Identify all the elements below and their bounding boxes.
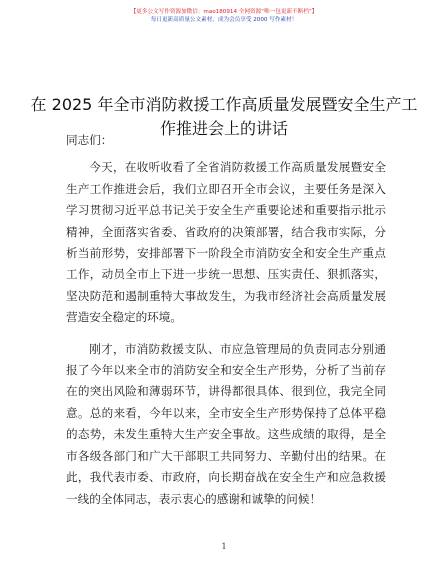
paragraph: 刚才，市消防救援支队、市应急管理局的负责同志分别通报了今年以来全市的消防安全和安全生产形势，分析了当前存在的突出风险和薄弱环节，讲得都很具体、很到位，我完全同意。总的来看，今年以来，全市安全生产形势保持了总体平稳的态势，未发生重特大生产安全事故。这些成绩的取得，是全市各级各部门和广大干部职工共同努力、辛勤付出的结果。在此，我代表市委、市政府，向长期奋战在安全生产和应急救援一线的全体同志，表示衷心的感谢和诚挚的问候！ — [66, 341, 386, 506]
promo-line-1: 【更多公文写作资源加微信：mao180914 全网资源“唯一包更新不断档”】 — [130, 9, 318, 15]
paragraph: 今天，在收听收看了全省消防救援工作高质量发展暨安全生产工作推进会后，我们立即召开全市会议，主要任务是深入学习贯彻习近平总书记关于安全生产重要论述和重要指示批示精神，全面落实省委、省政府的决策部署，结合我市实际，分析当前形势，安排部署下一阶段全市消防安全和安全生产重点工作，动员全市上下进一步统一思想、压实责任、狠抓落实，坚决防范和遏制重特大事故发生，为我市经济社会高质量发展营造安全稳定的环境。 — [66, 160, 386, 325]
page-number: 1 — [221, 542, 227, 551]
promo-banner — [0, 8, 448, 24]
promo-line-2: 每日更新高质量公文素材，成为会员享受 2000 写作素材！ — [150, 17, 298, 23]
salutation: 同志们： — [66, 133, 113, 147]
document-title: 在 2025 年全市消防救援工作高质量发展暨安全生产工作推进会上的讲话 — [30, 94, 418, 138]
document-body — [66, 130, 386, 520]
